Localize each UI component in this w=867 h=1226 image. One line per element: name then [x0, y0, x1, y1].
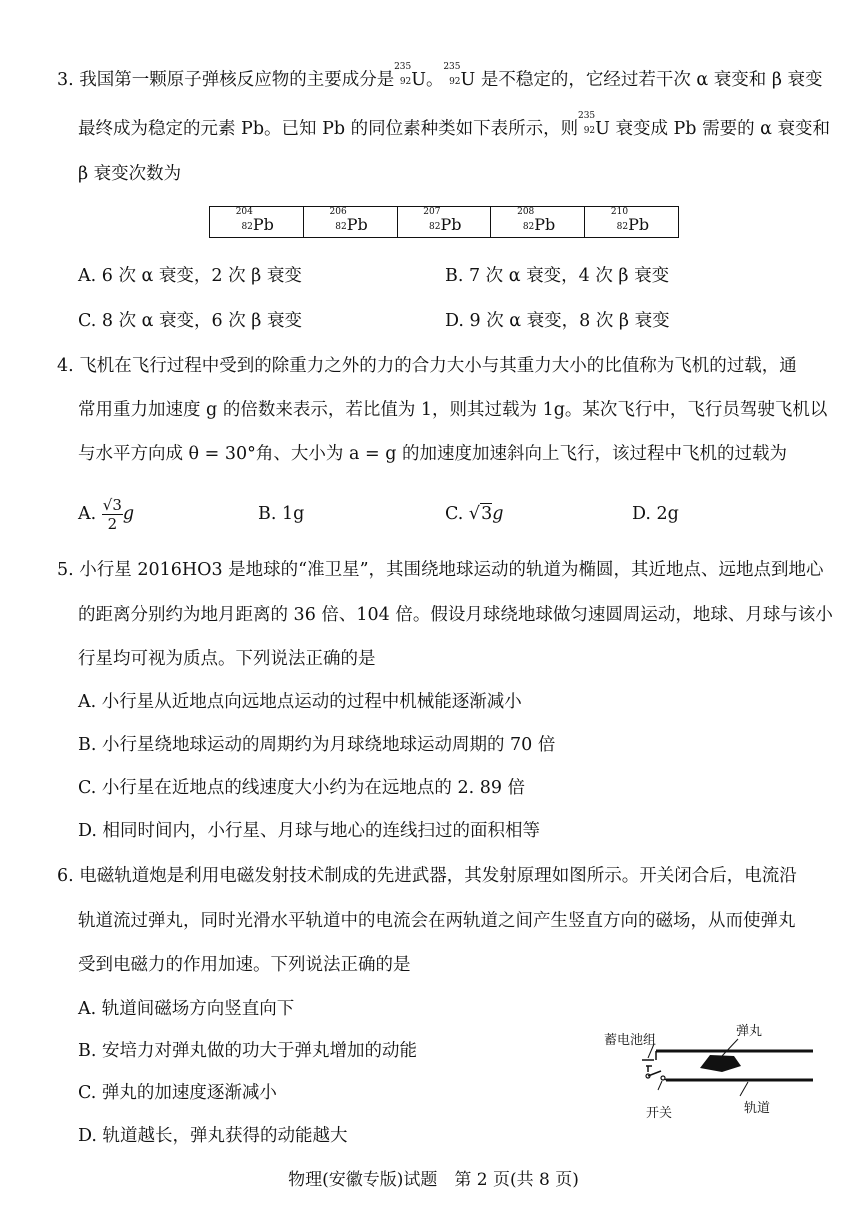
pb-isotope-cell [303, 207, 397, 238]
q6-option-c: C. 弹丸的加速度逐渐减小 [78, 1083, 277, 1103]
q3-text: U 是不稳定的，它经过若干次 α 衰变和 β 衰变 [460, 70, 823, 90]
q4-option-b: B. 1g [258, 504, 305, 524]
q6-line-2: 轨道流过弹丸，同时光滑水平轨道中的电流会在两轨道之间产生竖直方向的磁场，从而使弹丸 [78, 911, 796, 931]
table-row [210, 207, 679, 238]
projectile-icon [700, 1055, 741, 1072]
u235-isotope: 235 92 [394, 62, 412, 87]
q3-line-2 [78, 111, 831, 141]
switch-label: 开关 [646, 1106, 673, 1121]
q4-option-d: D. 2g [632, 504, 679, 524]
q4-line-2: 常用重力加速度 g 的倍数来表示，若比值为 1，则其过载为 1g。某次飞行中，飞行员驾驶飞机以 [78, 400, 828, 420]
q6-option-b: B. 安培力对弹丸做的功大于弹丸增加的动能 [78, 1041, 417, 1061]
q6-line-1: 6. 电磁轨道炮是利用电磁发射技术制成的先进武器，其发射原理如图所示。开关闭合后，电流沿 [57, 866, 797, 886]
railgun-diagram [598, 1020, 823, 1125]
q5-line-2: 的距离分别约为地月距离的 36 倍、104 倍。假设月球绕地球做匀速圆周运动，地球、月球与该小 [78, 605, 833, 625]
rail-label: 轨道 [744, 1101, 771, 1116]
element-symbol: Pb [628, 214, 650, 234]
u235-isotope: 235 92 [577, 111, 596, 136]
q3-text: 3. 我国第一颗原子弹核反应物的主要成分是 [57, 70, 395, 90]
q6-line-3: 受到电磁力的作用加速。下列说法正确的是 [78, 955, 411, 975]
q3-line-1: 3. 我国第一颗原子弹核反应物的主要成分是 235 92 U。 235 92 U 是不稳定的，它经过若干次 α 衰变和 β 衰变 [57, 62, 823, 90]
pb-isotope-cell [397, 207, 491, 238]
isotope-notation: 206 82 [329, 206, 347, 232]
pb-isotope-cell [210, 207, 304, 238]
isotope-notation: 208 82 [517, 206, 535, 232]
q5-option-c: C. 小行星在近地点的线速度大小约为在远地点的 2. 89 倍 [78, 778, 526, 798]
q3-option-b: B. 7 次 α 衰变，4 次 β 衰变 [445, 266, 670, 286]
pb-isotope-table [209, 206, 679, 238]
q3-option-a: A. 6 次 α 衰变，2 次 β 衰变 [78, 266, 302, 286]
q5-option-a: A. 小行星从近地点向远地点运动的过程中机械能逐渐减小 [78, 692, 522, 712]
element-symbol: Pb [346, 214, 368, 234]
q5-option-b: B. 小行星绕地球运动的周期约为月球绕地球运动周期的 70 倍 [78, 735, 556, 755]
element-symbol: Pb [440, 214, 462, 234]
q4-line-1: 4. 飞机在飞行过程中受到的除重力之外的力的合力大小与其重力大小的比值称为飞机的过载，通 [57, 356, 797, 376]
q4-option-a: A. $\frac{√3}{2}$ g [78, 496, 135, 533]
fraction: $\frac{√3}{2}$ [102, 496, 122, 533]
q3-text: U 衰变成 Pb 需要的 α 衰变和 [595, 119, 831, 139]
q3-line-3: β 衰变次数为 [78, 164, 182, 184]
q4-option-c: C. √3g [445, 504, 504, 524]
u-symbol: U [411, 70, 427, 90]
isotope-notation: 204 82 [235, 206, 253, 232]
element-symbol: Pb [534, 214, 556, 234]
q3-option-d: D. 9 次 α 衰变，8 次 β 衰变 [445, 311, 670, 331]
q6-option-a: A. 轨道间磁场方向竖直向下 [78, 999, 295, 1019]
q6-option-d: D. 轨道越长，弹丸获得的动能越大 [78, 1126, 348, 1146]
q5-option-d: D. 相同时间内，小行星、月球与地心的连线扫过的面积相等 [78, 821, 541, 841]
projectile-label: 弹丸 [736, 1024, 763, 1039]
page-footer: 物理(安徽专版)试题 第 2 页(共 8 页) [288, 1170, 579, 1190]
q5-line-3: 行星均可视为质点。下列说法正确的是 [78, 649, 376, 669]
pb-isotope-cell [585, 207, 679, 238]
q5-line-1: 5. 小行星 2016HO3 是地球的“准卫星”，其围绕地球运动的轨道为椭圆，其近地点、远地点到地心 [57, 560, 824, 580]
battery-label: 蓄电池组 [604, 1033, 657, 1048]
q3-text: 最终成为稳定的元素 Pb。已知 Pb 的同位素种类如下表所示，则 [78, 119, 579, 139]
element-symbol: Pb [252, 214, 274, 234]
u235-isotope: 235 92 [443, 62, 461, 87]
isotope-notation: 207 82 [423, 206, 441, 232]
q3-option-c: C. 8 次 α 衰变，6 次 β 衰变 [78, 311, 302, 331]
pb-isotope-cell [491, 207, 585, 238]
isotope-notation: 210 82 [610, 206, 629, 232]
q4-line-3: 与水平方向成 θ = 30°角、大小为 a = g 的加速度加速斜向上飞行，该过程中飞机的过载为 [78, 444, 787, 464]
